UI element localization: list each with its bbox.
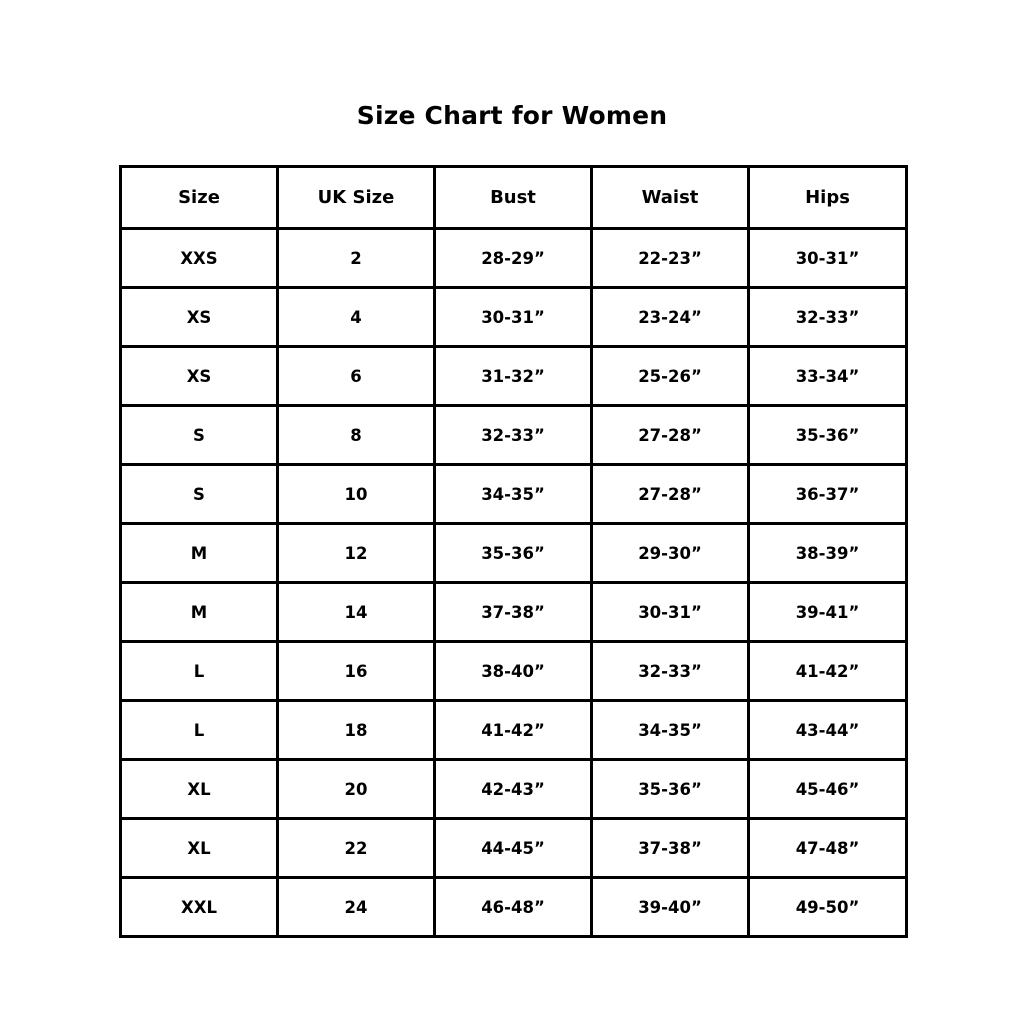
table-header-row — [121, 167, 907, 229]
table-row — [121, 760, 907, 819]
cell-size: S — [121, 465, 278, 524]
cell-hips: 35-36” — [749, 406, 907, 465]
size-table-container — [119, 165, 905, 938]
cell-bust: 28-29” — [435, 229, 592, 288]
cell-hips: 45-46” — [749, 760, 907, 819]
cell-waist: 23-24” — [592, 288, 749, 347]
cell-hips: 41-42” — [749, 642, 907, 701]
table-row — [121, 701, 907, 760]
cell-uk-size: 24 — [278, 878, 435, 937]
cell-size: XL — [121, 760, 278, 819]
cell-uk-size: 6 — [278, 347, 435, 406]
cell-uk-size: 16 — [278, 642, 435, 701]
cell-uk-size: 2 — [278, 229, 435, 288]
cell-waist: 27-28” — [592, 406, 749, 465]
cell-uk-size: 20 — [278, 760, 435, 819]
cell-waist: 27-28” — [592, 465, 749, 524]
table-header — [121, 167, 907, 229]
cell-uk-size: 4 — [278, 288, 435, 347]
column-header-size: Size — [121, 167, 278, 229]
page-title: Size Chart for Women — [356, 101, 668, 130]
cell-hips: 47-48” — [749, 819, 907, 878]
cell-uk-size: 10 — [278, 465, 435, 524]
size-table — [119, 165, 908, 938]
cell-hips: 33-34” — [749, 347, 907, 406]
cell-bust: 31-32” — [435, 347, 592, 406]
table-body — [121, 229, 907, 937]
cell-size: XS — [121, 347, 278, 406]
cell-size: M — [121, 524, 278, 583]
cell-size: L — [121, 642, 278, 701]
cell-hips: 49-50” — [749, 878, 907, 937]
cell-bust: 37-38” — [435, 583, 592, 642]
cell-waist: 39-40” — [592, 878, 749, 937]
table-row — [121, 347, 907, 406]
cell-uk-size: 22 — [278, 819, 435, 878]
table-row — [121, 583, 907, 642]
cell-bust: 34-35” — [435, 465, 592, 524]
cell-bust: 30-31” — [435, 288, 592, 347]
cell-size: XXS — [121, 229, 278, 288]
column-header-hips: Hips — [749, 167, 907, 229]
cell-waist: 37-38” — [592, 819, 749, 878]
cell-hips: 36-37” — [749, 465, 907, 524]
column-header-waist: Waist — [592, 167, 749, 229]
cell-size: L — [121, 701, 278, 760]
table-row — [121, 878, 907, 937]
cell-bust: 41-42” — [435, 701, 592, 760]
cell-bust: 44-45” — [435, 819, 592, 878]
cell-uk-size: 8 — [278, 406, 435, 465]
cell-uk-size: 18 — [278, 701, 435, 760]
cell-waist: 35-36” — [592, 760, 749, 819]
table-row — [121, 642, 907, 701]
cell-waist: 29-30” — [592, 524, 749, 583]
cell-size: XS — [121, 288, 278, 347]
cell-bust: 35-36” — [435, 524, 592, 583]
cell-size: XL — [121, 819, 278, 878]
cell-uk-size: 12 — [278, 524, 435, 583]
table-row — [121, 524, 907, 583]
cell-bust: 46-48” — [435, 878, 592, 937]
cell-hips: 43-44” — [749, 701, 907, 760]
cell-size: S — [121, 406, 278, 465]
table-row — [121, 819, 907, 878]
cell-bust: 42-43” — [435, 760, 592, 819]
cell-waist: 30-31” — [592, 583, 749, 642]
cell-hips: 39-41” — [749, 583, 907, 642]
cell-waist: 22-23” — [592, 229, 749, 288]
table-row — [121, 229, 907, 288]
cell-uk-size: 14 — [278, 583, 435, 642]
cell-hips: 30-31” — [749, 229, 907, 288]
column-header-uk-size: UK Size — [278, 167, 435, 229]
cell-bust: 32-33” — [435, 406, 592, 465]
table-row — [121, 288, 907, 347]
cell-waist: 25-26” — [592, 347, 749, 406]
table-row — [121, 465, 907, 524]
cell-size: XXL — [121, 878, 278, 937]
cell-waist: 32-33” — [592, 642, 749, 701]
cell-hips: 38-39” — [749, 524, 907, 583]
cell-bust: 38-40” — [435, 642, 592, 701]
cell-size: M — [121, 583, 278, 642]
table-row — [121, 406, 907, 465]
column-header-bust: Bust — [435, 167, 592, 229]
cell-hips: 32-33” — [749, 288, 907, 347]
cell-waist: 34-35” — [592, 701, 749, 760]
